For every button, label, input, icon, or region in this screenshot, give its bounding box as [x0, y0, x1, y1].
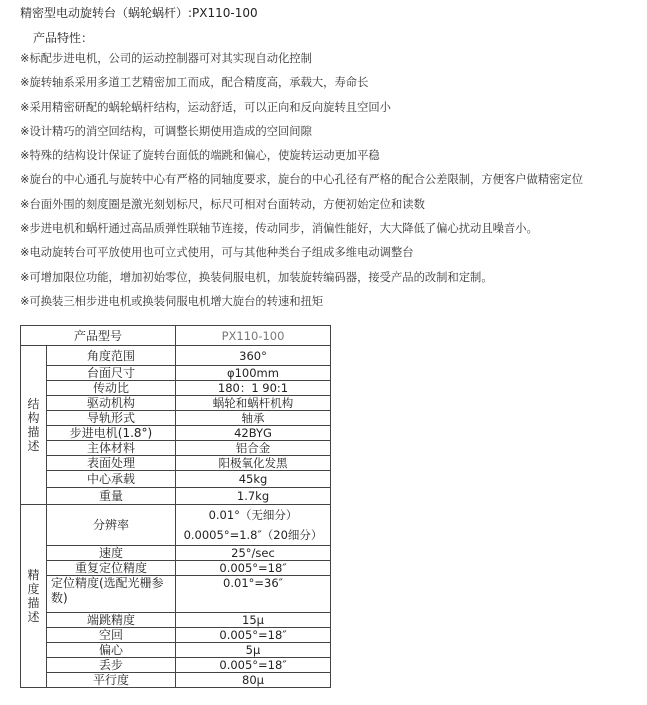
row-label: 丢步 [47, 658, 176, 673]
precision-group-text: 精 度 描 述 [27, 568, 40, 624]
table-row [21, 576, 331, 613]
resolution-value-1: 0.01°（无细分） [208, 508, 298, 522]
row-label: 速度 [47, 546, 176, 561]
feature-item: ※旋台的中心通孔与旋转中心有严格的同轴度要求，旋台的中心孔径有严格的配合公差限制，方便客户做精密定位 [20, 173, 584, 187]
feature-item: ※特殊的结构设计保证了旋转台面低的端跳和偏心，使旋转运动更加平稳 [20, 149, 380, 163]
row-label: 台面尺寸 [47, 366, 176, 381]
row-value: 360° [176, 346, 331, 366]
row-value: 0.005°=18″ [176, 658, 331, 673]
row-value: 15μ [176, 613, 331, 628]
model-label: 产品型号 [21, 326, 176, 346]
row-label: 导轨形式 [47, 411, 176, 426]
table-row [21, 456, 331, 471]
resolution-value-2: 0.0005°=1.8″（20细分） [183, 528, 323, 542]
row-label: 重量 [47, 488, 176, 505]
table-row [21, 613, 331, 628]
table-row [21, 488, 331, 505]
table-row [21, 411, 331, 426]
row-value: 180：1 90:1 [176, 381, 331, 396]
row-value: 蜗轮和蜗杆机构 [176, 396, 331, 411]
table-row [21, 673, 331, 688]
row-value: 轴承 [176, 411, 331, 426]
row-label: 分辨率 [47, 505, 176, 546]
feature-item: ※可增加限位功能，增加初始零位，换装伺服电机，加装旋转编码器，接受产品的改制和定制。 [20, 270, 493, 284]
row-value: 45kg [176, 471, 331, 488]
table-row [21, 381, 331, 396]
row-label: 角度范围 [47, 346, 176, 366]
feature-item: ※设计精巧的消空回结构，可调整长期使用造成的空回间隙 [20, 124, 312, 138]
precision-group-label [21, 505, 47, 688]
row-value: 阳极氧化发黑 [176, 456, 331, 471]
row-label: 主体材料 [47, 441, 176, 456]
table-row [21, 505, 331, 546]
structure-group-label [21, 346, 47, 505]
feature-item: ※台面外围的刻度圈是激光刻划标尺，标尺可相对台面转动，方便初始定位和读数 [20, 197, 425, 211]
row-label: 偏心 [47, 643, 176, 658]
feature-item: ※标配步进电机，公司的运动控制器可对其实现自动化控制 [20, 52, 312, 65]
features-heading: 产品特性： [33, 31, 94, 45]
spec-table [20, 325, 331, 688]
feature-item: ※电动旋转台可平放使用也可立式使用，可与其他种类台子组成多维电动调整台 [20, 246, 414, 260]
table-row [21, 441, 331, 456]
row-value: 0.005°=18″ [176, 628, 331, 643]
row-label: 中心承载 [47, 471, 176, 488]
feature-list [20, 53, 583, 320]
table-row [21, 346, 331, 366]
table-row [21, 396, 331, 411]
row-label: 平行度 [47, 673, 176, 688]
feature-item: ※可换装三相步进电机或换装伺服电机增大旋台的转速和扭矩 [20, 294, 324, 308]
model-value: PX110-100 [176, 326, 331, 346]
row-label: 定位精度(选配光栅参数) [47, 576, 176, 613]
row-value: φ100mm [176, 366, 331, 381]
table-row [21, 628, 331, 643]
row-label: 步进电机(1.8°) [47, 426, 176, 441]
table-row [21, 561, 331, 576]
row-value: 42BYG [176, 426, 331, 441]
row-value: 0.005°=18″ [176, 561, 331, 576]
row-value: 25°/sec [176, 546, 331, 561]
row-label: 重复定位精度 [47, 561, 176, 576]
table-row [21, 471, 331, 488]
row-label: 空回 [47, 628, 176, 643]
row-label: 表面处理 [47, 456, 176, 471]
row-value: 铝合金 [176, 441, 331, 456]
table-row [21, 546, 331, 561]
row-value [176, 505, 331, 546]
structure-group-text: 结 构 描 述 [27, 397, 40, 453]
row-label: 端跳精度 [47, 613, 176, 628]
row-label: 传动比 [47, 381, 176, 396]
row-label: 驱动机构 [47, 396, 176, 411]
row-value: 5μ [176, 643, 331, 658]
feature-item: ※旋转轴系采用多道工艺精密加工而成，配合精度高，承载大，寿命长 [20, 76, 369, 90]
row-value: 1.7kg [176, 488, 331, 505]
table-row [21, 658, 331, 673]
table-row [21, 426, 331, 441]
row-value: 0.01°=36″ [176, 576, 331, 613]
feature-item: ※步进电机和蜗杆通过高品质弹性联轴节连接，传动同步，消偏性能好，大大降低了偏心扰动且噪音小。 [20, 222, 538, 236]
table-row [21, 326, 331, 346]
feature-item: ※采用精密研配的蜗轮蜗杆结构，运动舒适，可以正向和反向旋转且空回小 [20, 100, 391, 114]
product-title: 精密型电动旋转台（蜗轮蜗杆）:PX110-100 [20, 6, 258, 20]
table-row [21, 643, 331, 658]
table-row [21, 366, 331, 381]
row-value: 80μ [176, 673, 331, 688]
